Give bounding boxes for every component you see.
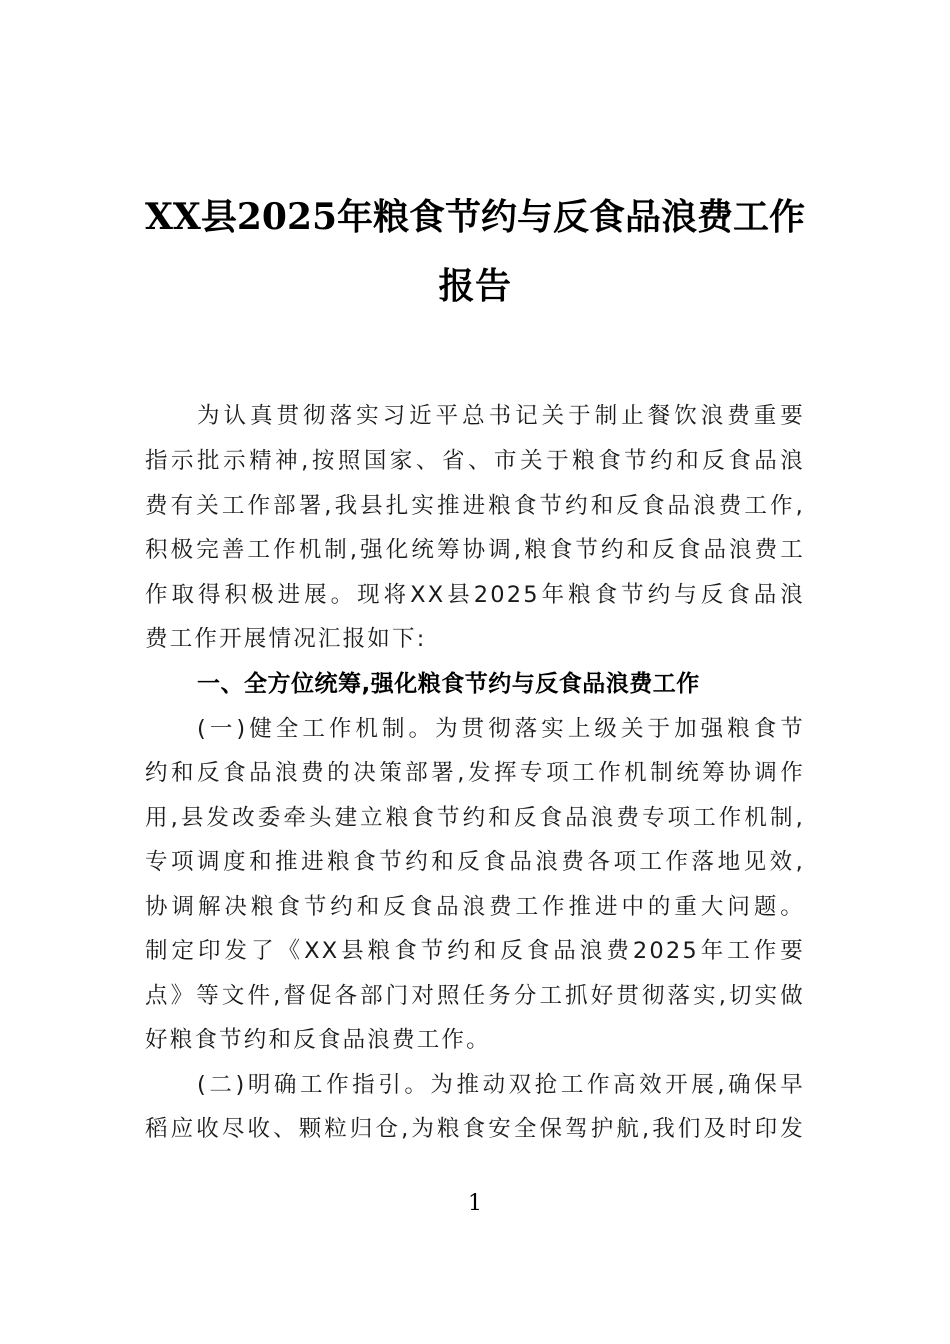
section-1-heading: 一、全方位统筹,强化粮食节约与反食品浪费工作 xyxy=(197,671,700,697)
document-title-line-2: 报告 xyxy=(438,265,512,307)
intro-line-5: 作取得积极进展。现将XX县2025年粮食节约与反食品浪 xyxy=(145,582,805,608)
para-1-line-6: 制定印发了《XX县粮食节约和反食品浪费2025年工作要 xyxy=(145,938,805,964)
para-1-line-7: 点》等文件,督促各部门对照任务分工抓好贯彻落实,切实做 xyxy=(145,983,805,1009)
intro-line-3: 费有关工作部署,我县扎实推进粮食节约和反食品浪费工作, xyxy=(145,493,805,519)
intro-line-2: 指示批示精神,按照国家、省、市关于粮食节约和反食品浪 xyxy=(145,448,805,474)
para-1-line-5: 协调解决粮食节约和反食品浪费工作推进中的重大问题。 xyxy=(145,894,805,920)
para-1-line-8: 好粮食节约和反食品浪费工作。 xyxy=(145,1027,491,1053)
para-2-line-1: (二)明确工作指引。为推动双抢工作高效开展,确保早 xyxy=(197,1072,805,1098)
document-title-line-1: XX县2025年粮食节约与反食品浪费工作 xyxy=(145,196,806,238)
intro-line-4: 积极完善工作机制,强化统筹协调,粮食节约和反食品浪费工 xyxy=(145,537,805,563)
para-2-line-2: 稻应收尽收、颗粒归仓,为粮食安全保驾护航,我们及时印发 xyxy=(145,1116,805,1142)
para-1-line-3: 用,县发改委牵头建立粮食节约和反食品浪费专项工作机制, xyxy=(145,805,805,831)
page-number: 1 xyxy=(468,1191,482,1216)
para-1-line-2: 约和反食品浪费的决策部署,发挥专项工作机制统筹协调作 xyxy=(145,760,805,786)
intro-line-6: 费工作开展情况汇报如下: xyxy=(145,626,427,652)
para-1-line-1: (一)健全工作机制。为贯彻落实上级关于加强粮食节 xyxy=(197,716,805,742)
para-1-line-4: 专项调度和推进粮食节约和反食品浪费各项工作落地见效, xyxy=(145,849,805,875)
intro-line-1: 为认真贯彻落实习近平总书记关于制止餐饮浪费重要 xyxy=(197,403,805,429)
